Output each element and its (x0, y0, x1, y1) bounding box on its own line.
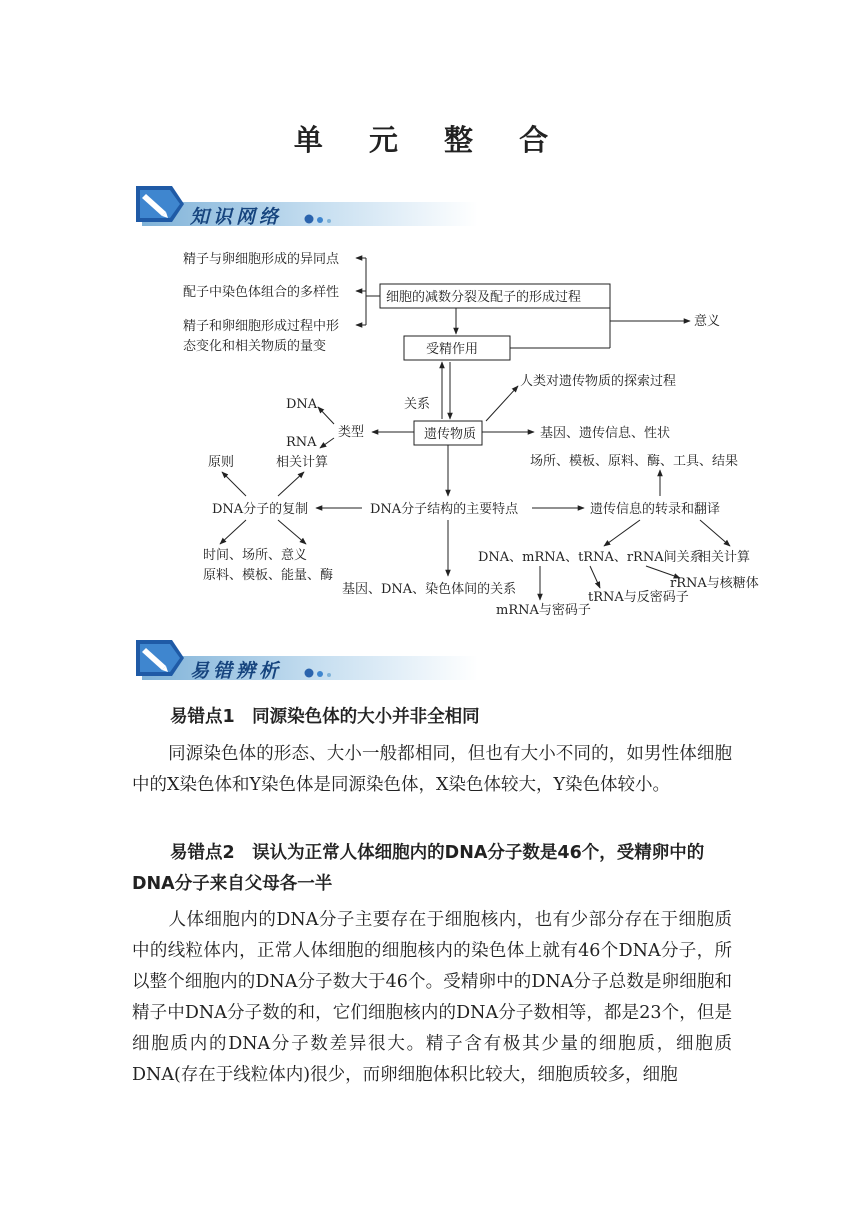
diagram-node: 相关计算 (276, 455, 329, 470)
diagram-node: 时间、场所、意义 (203, 548, 308, 563)
section-title-errors: 易错辨析 (190, 660, 283, 682)
diagram-node: 基因、遗传信息、性状 (540, 426, 671, 441)
error-point-2-heading: 易错点2 误认为正常人体细胞内的DNA分子数是46个，受精卵中的DNA分子来自父母各一半 (132, 843, 705, 894)
diagram-node: 相关计算 (698, 550, 751, 565)
diagram-node-meiosis: 细胞的减数分裂及配子的形成过程 (386, 290, 582, 305)
diagram-node: 人类对遗传物质的探索过程 (520, 374, 677, 389)
pencil-tag-icon (132, 636, 188, 682)
diagram-node: 场所、模板、原料、酶、工具、结果 (530, 454, 739, 469)
diagram-node: 配子中染色体组合的多样性 (183, 285, 340, 300)
diagram-label: 关系 (404, 397, 431, 412)
diagram-node: 精子和卵细胞形成过程中形 (183, 319, 340, 334)
diagram-node: 原则 (208, 455, 235, 470)
decorative-dots-icon (304, 667, 344, 679)
diagram-node: DNA (286, 397, 318, 412)
diagram-node-genetic-material: 遗传物质 (424, 427, 477, 442)
diagram-node: 精子与卵细胞形成的异同点 (183, 252, 340, 267)
error-point-1-heading: 易错点1 同源染色体的大小并非全相同 (170, 707, 480, 727)
section-title-knowledge: 知识网络 (190, 206, 283, 228)
page-title: 单 元 整 合 (293, 123, 567, 157)
diagram-node: DNA分子的复制 (212, 502, 309, 517)
section-banner-errors (132, 636, 478, 682)
diagram-node: mRNA与密码子 (496, 603, 591, 618)
diagram-node: DNA分子结构的主要特点 (370, 502, 519, 517)
diagram-node: DNA、mRNA、tRNA、rRNA间关系 (478, 550, 703, 565)
diagram-node: 遗传信息的转录和翻译 (590, 502, 721, 517)
diagram-node: 基因、DNA、染色体间的关系 (342, 582, 517, 597)
diagram-node: RNA (286, 435, 317, 450)
diagram-node: 意义 (694, 314, 721, 329)
error-point-2-body: 人体细胞内的DNA分子主要存在于细胞核内，也有少部分存在于细胞质中的线粒体内，正常人体细胞的细胞核内的染色体上就有46个DNA分子，所以整个细胞内的DNA分子数大于46个。受精卵中的DNA分子总数是卵细胞和精子中DNA分子数的和，它们细胞核内的DNA分子数相等，都是23个，但是细胞质内的DNA分子数差异很大。精子含有极其少量的细胞质，细胞质DNA(存在于线粒体内)很少，而卵细胞体积比较大，细胞质较多，细胞 (132, 910, 732, 1085)
error-point-1-body: 同源染色体的形态、大小一般都相同，但也有大小不同的，如男性体细胞中的X染色体和Y染色体是同源染色体，X染色体较大，Y染色体较小。 (132, 744, 732, 795)
diagram-node: rRNA与核糖体 (670, 576, 759, 591)
diagram-node: 态变化和相关物质的量变 (183, 339, 327, 354)
diagram-node: 原料、模板、能量、酶 (203, 568, 334, 583)
diagram-node: 类型 (338, 425, 365, 440)
diagram-node: tRNA与反密码子 (588, 590, 689, 605)
diagram-node-fertilization: 受精作用 (426, 342, 479, 357)
